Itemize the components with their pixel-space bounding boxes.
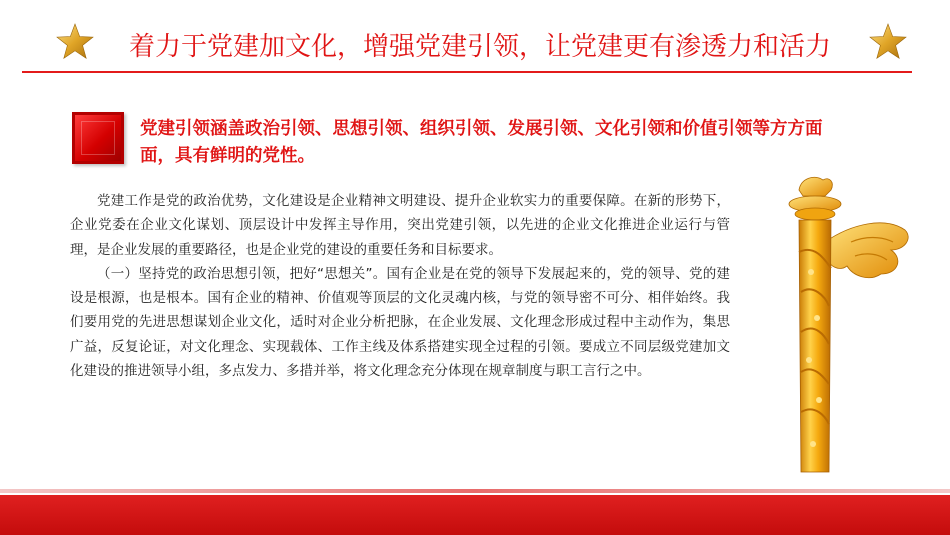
footer-stripe [0, 489, 950, 493]
body-text [70, 189, 730, 383]
huabiao-pillar-image [755, 172, 915, 490]
footer-band [0, 495, 950, 535]
paragraph: （一）坚持党的政治思想引领，把好“思想关”。国有企业是在党的领导下发展起来的，党的领导、党的建设是根源，也是根本。国有企业的精神、价值观等顶层的文化灵魂内核，与党的领导密不可分、相伴始终。我们要用党的先进思想谋划企业文化，适时对企业分析把脉，在企业发展、文化理念形成过程中主动作为，集思广益，反复论证，对文化理念、实现载体、工作主线及体系搭建实现全过程的引领。要成立不同层级党建加文化建设的推进领导小组，多点发力、多措并举，将文化理念充分体现在规章制度与职工言行之中。 [70, 265, 730, 380]
red-square-icon [72, 112, 124, 164]
page-title: 着力于党建加文化，增强党建引领，让党建更有渗透力和活力 [128, 31, 831, 62]
gold-star-icon [868, 22, 908, 62]
paragraph: 党建工作是党的政治优势，文化建设是企业精神文明建设、提升企业软实力的重要保障。在新的形势下，企业党委在企业文化谋划、顶层设计中发挥主导作用，突出党建引领，以先进的企业文化推进企业运行与管理，是企业发展的重要路径，也是企业党的建设的重要任务和目标要求。 [70, 193, 730, 258]
title-divider [22, 71, 912, 73]
section-subtitle: 党建引领涵盖政治引领、思想引领、组织引领、发展引领、文化引领和价值引领等方方面面，具有鲜明的党性。 [140, 119, 823, 166]
gold-star-icon [55, 22, 95, 62]
